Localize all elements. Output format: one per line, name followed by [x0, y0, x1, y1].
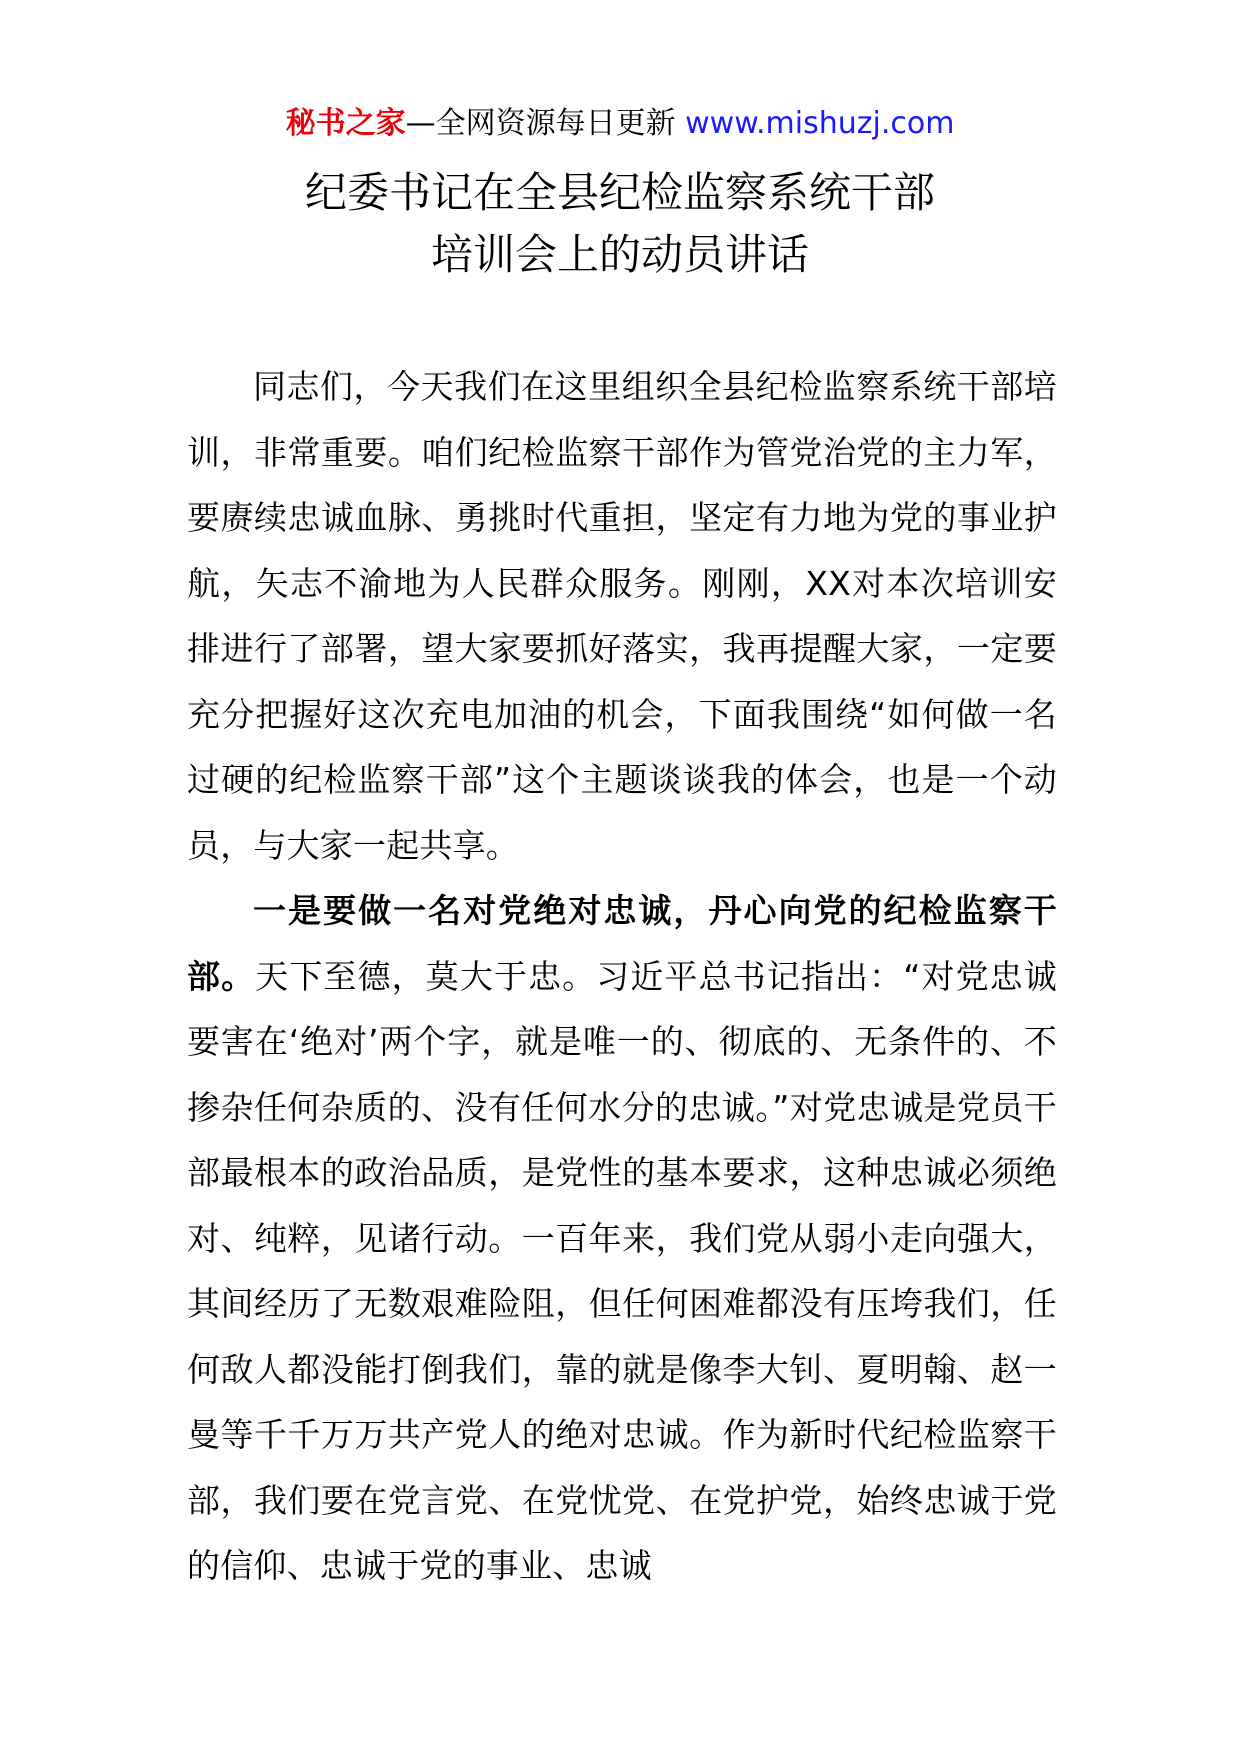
paragraph-intro: 同志们，今天我们在这里组织全县纪检监察系统干部培训，非常重要。咱们纪检监察干部作为管党治党的主力军，要赓续忠诚血脉、勇挑时代重担，坚定有力地为党的事业护航，矢志不渝地为人民群众服务。刚刚，XX对本次培训安排进行了部署，望大家要抓好落实，我再提醒大家，一定要充分把握好这次充电加油的机会，下面我围绕“如何做一名过硬的纪检监察干部”这个主题谈谈我的体会，也是一个动员，与大家一起共享。 — [187, 367, 1057, 865]
title-line-1: 纪委书记在全县纪检监察系统干部 — [304, 168, 935, 217]
document-title — [0, 162, 1240, 286]
source-header — [0, 100, 1240, 148]
point-one-text: 天下至德，莫大于忠。习近平总书记指出：“对党忠诚要害在‘绝对’两个字，就是唯一的、彻底的、无条件的、不掺杂任何杂质的、没有任何水分的忠诚。”对党忠诚是党员干部最根本的政治品质，是党性的基本要求，这种忠诚必须绝对、纯粹，见诸行动。一百年来，我们党从弱小走向强大，其间经历了无数艰难险阻，但任何困难都没有压垮我们，任何敌人都没能打倒我们，靠的就是像李大钊、夏明翰、赵一曼等千千万万共产党人的绝对忠诚。作为新时代纪检监察干部，我们要在党言党、在党忧党、在党护党，始终忠诚于党的信仰、忠诚于党的事业、忠诚 — [187, 956, 1057, 1585]
paragraph-point-one — [187, 878, 1057, 1599]
header-url[interactable]: www.mishuzj.com — [685, 106, 955, 141]
header-tagline: —全网资源每日更新 — [405, 106, 676, 141]
point-one-heading: 一是要做一名对党绝对忠诚，丹心向党的纪检监察干部。 — [187, 891, 1057, 996]
document-body — [187, 354, 1057, 1599]
title-line-2: 培训会上的动员讲话 — [430, 230, 809, 279]
brand-name: 秘书之家 — [285, 106, 406, 141]
